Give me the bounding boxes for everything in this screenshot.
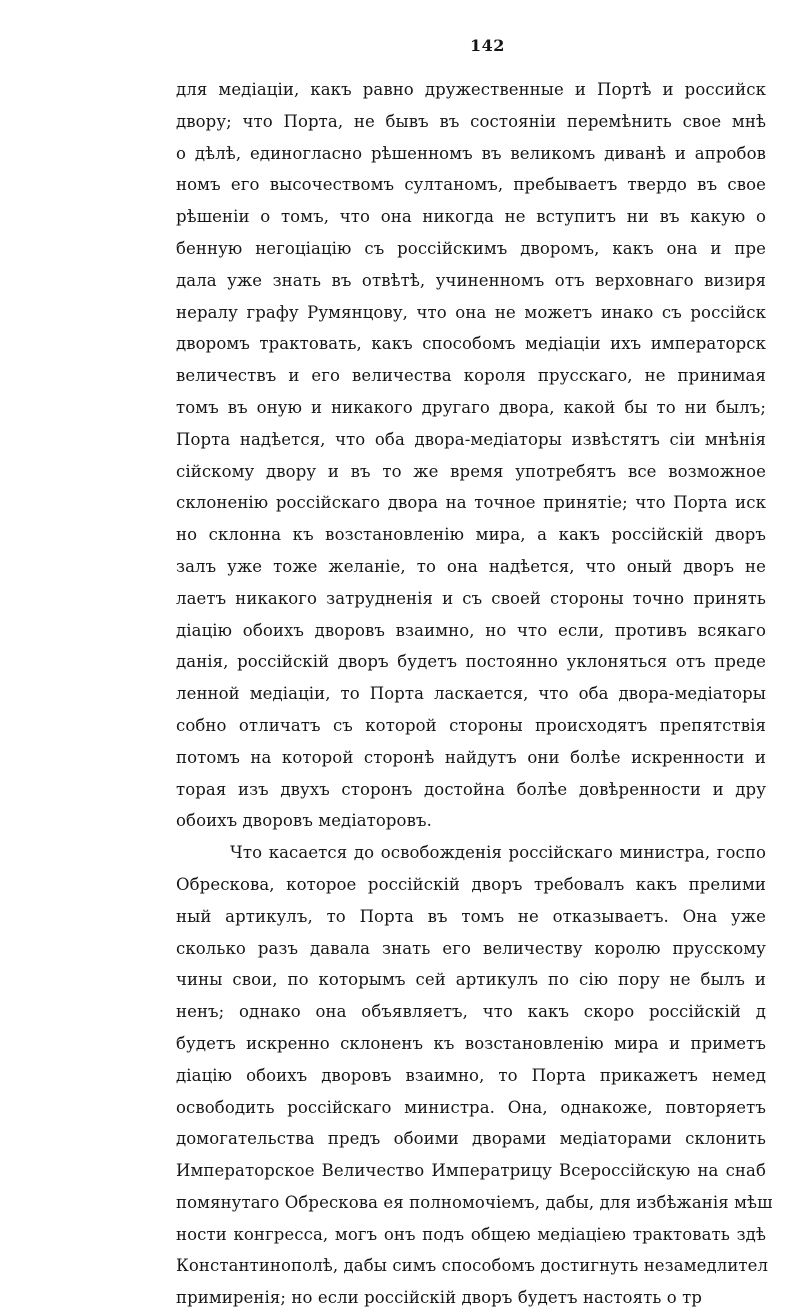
page-number: 142 (470, 36, 505, 55)
text-line: рѣшеніи о томъ, что она никогда не вступитъ ни въ какую о (176, 207, 766, 227)
text-line: залъ уже тоже желаніе, то она надѣется, что оный дворъ не (176, 556, 766, 576)
text-line: чины свои, по которымъ сей артикулъ по сію пору не былъ и (176, 970, 766, 990)
text-line: сколько разъ давала знать его величеству королю прусскому (176, 938, 766, 958)
text-line: потомъ на которой сторонѣ найдутъ они болѣе искренности и (176, 747, 766, 767)
text-line: Константинополѣ, дабы симъ способомъ достигнуть незамедлител (176, 1256, 769, 1276)
text-line: бенную негоціацію съ россійскимъ дворомъ, какъ она и пре (176, 238, 766, 258)
text-line: помянутаго Обрескова ея полномочіемъ, дабы, для избѣжанія мѣш (176, 1192, 773, 1212)
text-line: Обрескова, которое россійскій дворъ требовалъ какъ прелими (176, 874, 766, 894)
text-line: Что касается до освобожденія россійскаго министра, госпо (230, 843, 766, 863)
text-line: діацію обоихъ дворовъ взаимно, то Порта прикажетъ немед (176, 1065, 766, 1085)
text-line: двору; что Порта, не бывъ въ состояніи перемѣнить свое мнѣ (176, 111, 766, 131)
text-line: ный артикулъ, то Порта въ томъ не отказываетъ. Она уже (176, 906, 766, 926)
text-line: нералу графу Румянцову, что она не можетъ инако съ россійск (176, 302, 766, 322)
text-line: ленной медіаціи, то Порта ласкается, что оба двора-медіаторы (176, 684, 766, 704)
text-line: ненъ; однако она объявляетъ, что какъ скоро россійскій д (176, 1002, 766, 1022)
text-line: дворомъ трактовать, какъ способомъ медіаціи ихъ императорск (176, 334, 766, 354)
text-line: діацію обоихъ дворовъ взаимно, но что если, противъ всякаго (176, 620, 766, 640)
text-line: номъ его высочествомъ султаномъ, пребываетъ твердо въ свое (176, 175, 766, 195)
text-line: лаетъ никакого затрудненія и съ своей стороны точно принять (176, 588, 766, 608)
text-line: ности конгресса, могъ онъ подъ общею медіаціею трактовать здѣ (176, 1224, 766, 1244)
text-line: Императорское Величество Императрицу Всероссійскую на снаб (176, 1161, 766, 1181)
text-line: собно отличатъ съ которой стороны происходятъ препятствія (176, 715, 766, 735)
text-line: домогательства предъ обоими дворами медіаторами склонить (176, 1129, 766, 1149)
text-line: томъ въ оную и никакого другаго двора, какой бы то ни былъ; (176, 397, 766, 417)
text-line: дала уже знать въ отвѣтѣ, учиненномъ отъ верховнаго визиря (176, 270, 766, 290)
text-line: величествъ и его величества короля прусскаго, не принимая (176, 366, 766, 386)
text-line: будетъ искренно склоненъ къ возстановленію мира и приметъ (176, 1033, 766, 1053)
text-line: сійскому двору и въ то же время употребятъ все возможное (176, 461, 766, 481)
text-line: данія, россійскій дворъ будетъ постоянно уклоняться отъ преде (176, 652, 766, 672)
text-line: освободить россійскаго министра. Она, однакоже, повторяетъ (176, 1097, 766, 1117)
text-line: торая изъ двухъ сторонъ достойна болѣе довѣренности и дру (176, 779, 766, 799)
body-text (176, 74, 773, 1314)
text-line: но склонна къ возстановленію мира, а какъ россійскій дворъ (176, 525, 766, 545)
text-line: обоихъ дворовъ медіаторовъ. (176, 811, 432, 831)
text-line: примиренія; но если россійскій дворъ будетъ настоять о тр (176, 1288, 703, 1308)
text-line: для медіаціи, какъ равно дружественные и Портѣ и российск (176, 80, 766, 99)
text-line: Порта надѣется, что оба двора-медіаторы извѣстятъ сіи мнѣнія (176, 429, 766, 449)
text-line: склоненію россійскаго двора на точное принятіе; что Порта иск (176, 493, 766, 513)
text-line: о дѣлѣ, единогласно рѣшенномъ въ великомъ диванѣ и апробов (176, 143, 766, 163)
